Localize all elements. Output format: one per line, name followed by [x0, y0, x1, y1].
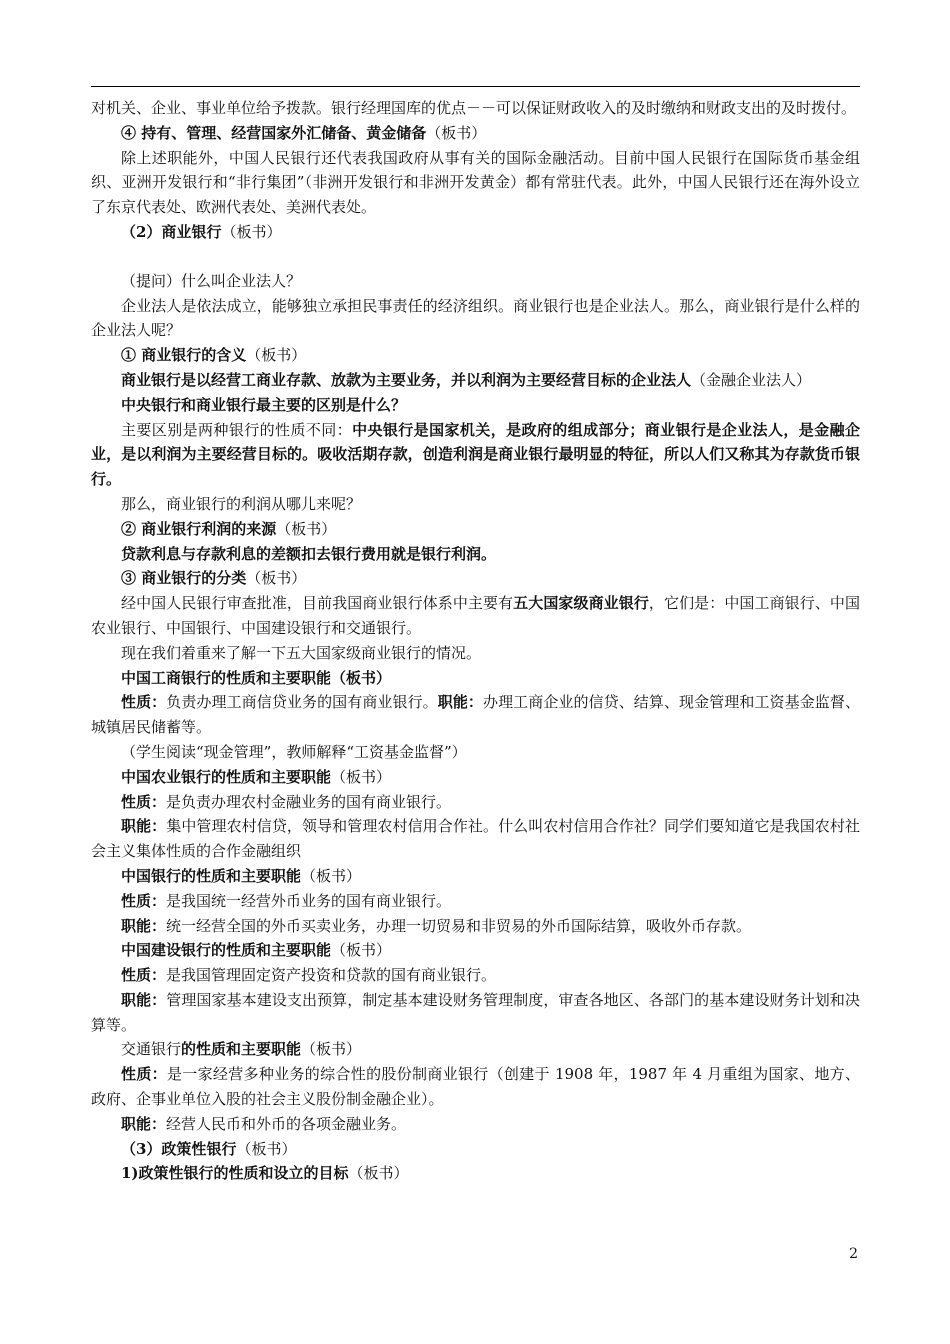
paragraph: 职能：统一经营全国的外币买卖业务，办理一切贸易和非贸易的外币国际结算，吸收外币存款。 [121, 916, 752, 935]
note-line: （学生阅读“现金管理”，教师解释“工资基金监督”） [121, 742, 467, 761]
paragraph: 职能：经营人民币和外币的各项金融业务。 [121, 1114, 407, 1133]
paragraph: 现在我们着重来了解一下五大国家级商业银行的情况。 [121, 643, 482, 662]
paragraph: 性质：负责办理工商信贷业务的国有商业银行。职能：办理工商企业的信贷、结算、现金管理和工资基金监督、城镇居民储蓄等。 [91, 693, 860, 737]
paragraph: 主要区别是两种银行的性质不同：中央银行是国家机关，是政府的组成部分；商业银行是企业法人，是金融企业，是以利润为主要经营目标的。吸收活期存款，创造利润是商业银行最明显的特征，所以人们又称其为存款货币银行。 [91, 420, 860, 489]
paragraph: 职能：管理国家基本建设支出预算，制定基本建设财务管理制度，审查各地区、各部门的基本建设财务计划和决算等。 [91, 990, 860, 1034]
paragraph: 职能：集中管理农村信贷，领导和管理农村信用合作社。什么叫农村信用合作社？同学们要知道它是我国农村社会主义集体性质的合作金融组织 [91, 817, 860, 861]
blank-line [91, 245, 860, 269]
paragraph: 性质：是我国统一经营外币业务的国有商业银行。 [121, 891, 452, 910]
bank-heading-ccb: 中国建设银行的性质和主要职能（板书） [121, 941, 392, 960]
heading-item-2: ② 商业银行利润的来源（板书） [121, 519, 337, 538]
paragraph: 那么，商业银行的利润从哪儿来呢？ [121, 494, 362, 513]
paragraph: 对机关、企业、事业单位给予拨款。银行经理国库的优点－－可以保证财政收入的及时缴纳和财政支出的及时拨付。 [91, 99, 857, 117]
paragraph: 经中国人民银行审查批准，目前我国商业银行体系中主要有五大国家级商业银行，它们是：中国工商银行、中国农业银行、中国银行、中国建设银行和交通银行。 [91, 594, 860, 637]
bank-heading-icbc: 中国工商银行的性质和主要职能（板书） [121, 668, 392, 687]
heading-item-1: ① 商业银行的含义（板书） [121, 346, 307, 365]
heading-item-3: ③ 商业银行的分类（板书） [121, 569, 307, 588]
paragraph: 性质：是一家经营多种业务的综合性的股份制商业银行（创建于 1908 年，1987 年 4 月重组为国家、地方、政府、企事业单位入股的社会主义股份制金融企业）。 [91, 1065, 860, 1109]
bank-heading-boc: 中国银行的性质和主要职能（板书） [121, 866, 362, 885]
paragraph: 除上述职能外，中国人民银行还代表我国政府从事有关的国际金融活动。目前中国人民银行在国际货币基金组织、亚洲开发银行和“非行集团”（非洲开发银行和非洲开发黄金）都有常驻代表。此外，中国人民银行还在海外设立了东京代表处、欧洲代表处、美洲代表处。 [91, 148, 860, 217]
section-heading-commercial-bank: （2）商业银行（板书） [121, 222, 282, 241]
definition-paragraph: 商业银行是以经营工商业存款、放款为主要业务，并以利润为主要经营目标的企业法人（金融企业法人） [121, 370, 812, 389]
document-body [91, 96, 860, 1186]
bank-heading-abc: 中国农业银行的性质和主要职能（板书） [121, 767, 392, 786]
sub-heading-policy-bank: 1)政策性银行的性质和设立的目标（板书） [121, 1164, 409, 1183]
question-heading: 中央银行和商业银行最主要的区别是什么？ [121, 395, 407, 414]
bold-statement: 贷款利息与存款利息的差额扣去银行费用就是银行利润。 [121, 544, 497, 563]
bank-heading-bocom: 交通银行的性质和主要职能（板书） [121, 1040, 362, 1059]
page-number: 2 [849, 1246, 858, 1262]
paragraph: 性质：是我国管理固定资产投资和贷款的国有商业银行。 [121, 966, 497, 985]
question-line: （提问）什么叫企业法人？ [121, 271, 302, 290]
heading-item-4: ④ 持有、管理、经营国家外汇储备、黄金储备（板书） [121, 123, 487, 142]
header-rule [91, 86, 860, 87]
paragraph: 企业法人是依法成立，能够独立承担民事责任的经济组织。商业银行也是企业法人。那么，商业银行是什么样的企业法人呢？ [91, 296, 860, 340]
section-heading-policy-bank: （3）政策性银行（板书） [121, 1139, 297, 1158]
paragraph: 性质：是负责办理农村金融业务的国有商业银行。 [121, 792, 452, 811]
